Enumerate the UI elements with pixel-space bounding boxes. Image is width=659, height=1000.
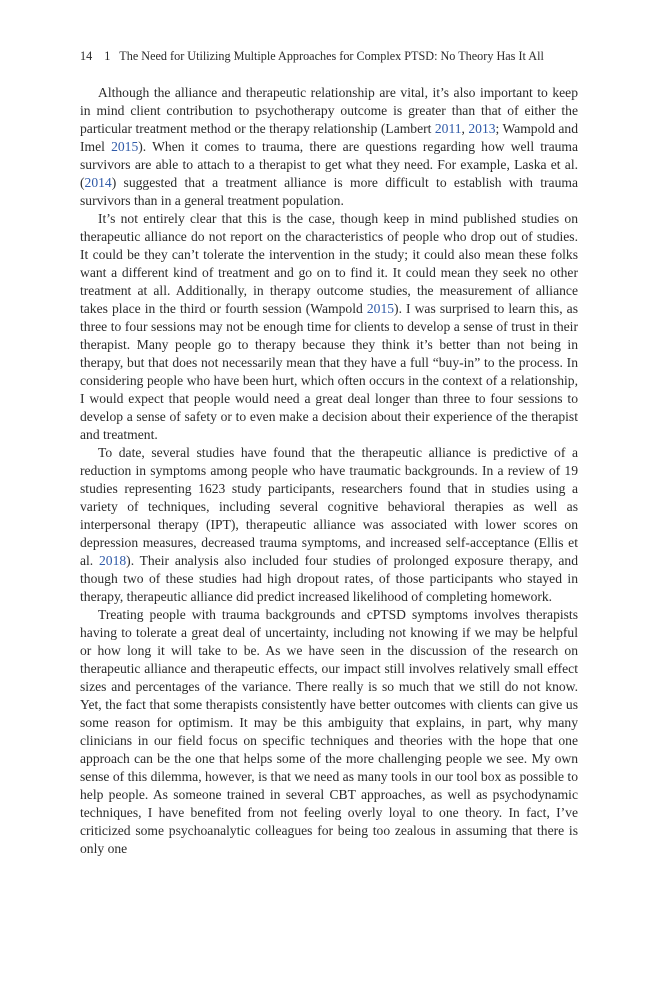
paragraph (80, 210, 578, 444)
paragraph-text: Treating people with trauma backgrounds and cPTSD symptoms involves therapists having to tolerate a great deal of uncertainty, including not knowing if we may be helpful or how long it will take to be. As we have seen in the discussion of the research on therapeutic alliance and therapeutic effects, our impact still involves relatively small effect sizes and percentages of the variance. There really is so much that we still do not know. Yet, the fact that some therapists consistently have better outcomes with clients can give us some reason for optimism. It may be this ambiguity that explains, in part, why many clinicians in our field focus on specific techniques and theories with the hope that one approach can be the one that helps some of the more challenging people we see. My own sense of this dilemma, however, is that we need as many tools in our tool box as possible to help people. As someone trained in several CBT approaches, as well as psychodynamic techniques, I have benefited from not feeling overly loyal to one theory. In fact, I’ve criticized some psychoanalytic colleagues for being too zealous in assuming that there is only one (80, 607, 578, 856)
citation-link[interactable]: 2014 (84, 175, 112, 190)
chapter-number: 1 (104, 49, 111, 63)
book-page (80, 48, 578, 858)
citation-link[interactable]: 2015 (366, 301, 395, 316)
paragraph-text: ). Their analysis also included four studies of prolonged exposure therapy, and though two of these studies had high dropout rates, of those participants who stayed in therapy, therapeutic alliance did predict increased likelihood of completing homework. (80, 553, 579, 604)
paragraph-text: ). When it comes to trauma, there are questions regarding how well trauma survivors are able to attach to a therapist to get what they need. For example, Laska et al. ( (80, 139, 579, 190)
body-text (80, 84, 578, 858)
citation-link[interactable]: 2015 (111, 139, 139, 154)
citation-link[interactable]: 2018 (98, 553, 127, 568)
paragraph-text: To date, several studies have found that the therapeutic alliance is predictive of a reduction in symptoms among people who have traumatic backgrounds. In a review of 19 studies representing 1623 study participants, researchers found that in studies using a variety of techniques, including several cognitive behavioral therapies as well as interpersonal therapy (IPT), therapeutic alliance was associated with lower scores on depression measures, decreased trauma symptoms, and increased self-acceptance (Ellis et al. (80, 445, 578, 568)
citation-link[interactable]: 2013 (468, 121, 496, 136)
paragraph (80, 444, 578, 606)
paragraph-text: ) suggested that a treatment alliance is more difficult to establish with trauma survivors than in a general treatment population. (80, 175, 578, 208)
page-number: 14 (80, 49, 93, 63)
chapter-title: The Need for Utilizing Multiple Approaches for Complex PTSD: No Theory Has It All (119, 49, 544, 63)
paragraph-text: , (461, 121, 469, 136)
paragraph-text: ; Wampold and Imel (80, 121, 579, 154)
paragraph-text: Although the alliance and therapeutic relationship are vital, it’s also important to keep in mind client contribution to psychotherapy outcome is greater than that of either the particular treatment method or the therapy relationship (Lambert (80, 85, 578, 136)
citation-link[interactable]: 2011 (434, 121, 462, 136)
paragraph (80, 84, 578, 210)
paragraph-text: It’s not entirely clear that this is the case, though keep in mind published studies on therapeutic alliance do not report on the characteristics of people who drop out of studies. It could be they can’t tolerate the intervention in the study; it could also mean these folks want a different kind of treatment and go on to find it. It could mean they seek no other treatment at all. Additionally, in therapy outcome studies, the measurement of alliance takes place in the third or fourth session (Wampold (80, 211, 578, 316)
paragraph (80, 606, 578, 858)
running-header (80, 48, 578, 64)
paragraph-text: ). I was surprised to learn this, as three to four sessions may not be enough time for clients to develop a sense of trust in their therapist. Many people go to therapy because they think it’s better than not being in therapy, but that does not necessarily mean that they have a full “buy-in” to the process. In considering people who have been hurt, which often occurs in the context of a relationship, I would expect that people would need a great deal longer than three to four sessions to develop a sense of safety or to even make a decision about their experience of the therapist and treatment. (80, 301, 578, 442)
